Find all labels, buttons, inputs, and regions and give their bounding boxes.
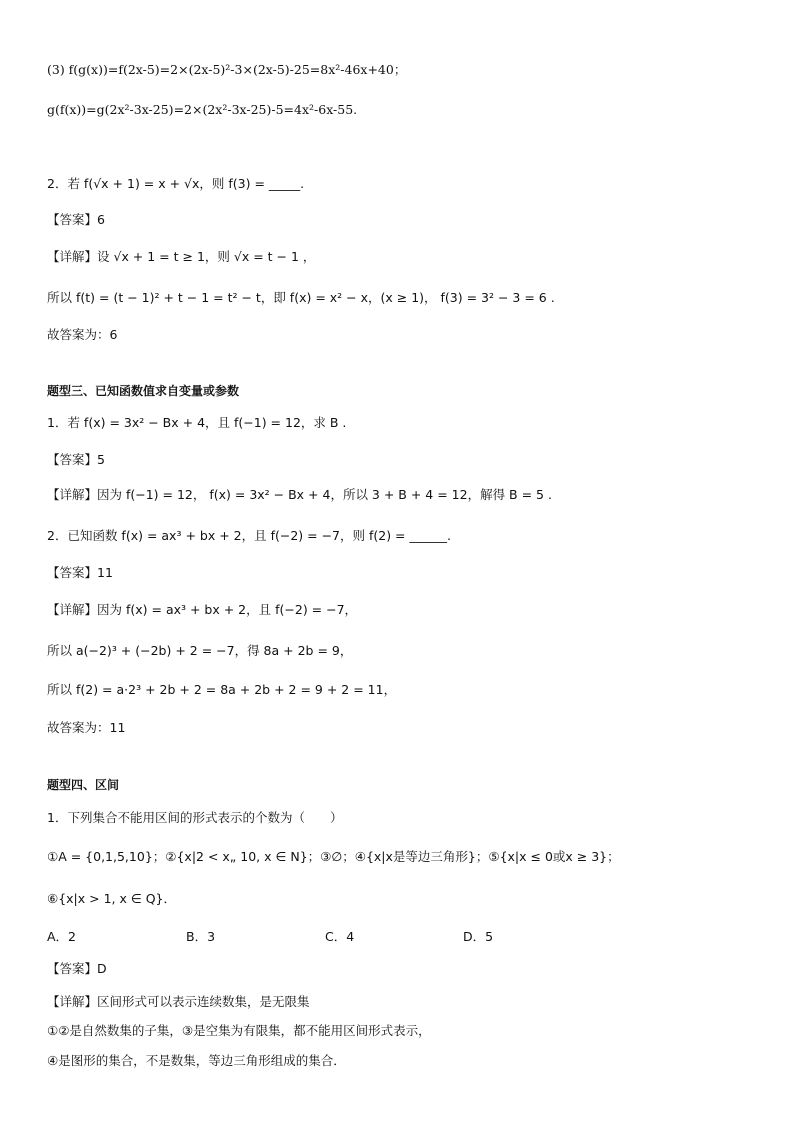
explanation-line: 所以 a(−2)³ + (−2b) + 2 = −7，得 8a + 2b = 9， [47,643,353,658]
answer-label: 【答案】D [47,961,107,976]
solution-line-fg: (3) f(g(x))=f(2x-5)=2×(2x-5)²-3×(2x-5)-25=8x²-46x+40； [47,62,407,77]
explanation-line: 【详解】设 √x + 1 = t ≥ 1，则 √x = t − 1 ， [47,249,316,264]
question-choices-line: ①A = {0,1,5,10}；②{x|2 < x„ 10, x ∈ N}；③∅；④{x|x是等边三角形}；⑤{x|x ≤ 0或x ≥ 3}； [47,849,620,864]
option-b: B．3 [186,929,216,944]
explanation-line: ①②是自然数集的子集，③是空集为有限集，都不能用区间形式表示， [47,1023,431,1038]
solution-line-gf: g(f(x))=g(2x²-3x-25)=2×(2x²-3x-25)-5=4x²-6x-55. [47,102,358,117]
question-2-prompt: 2．若 f(√x + 1) = x + √x，则 f(3) = _____. [47,176,305,191]
option-d: D．5 [463,929,494,944]
section-heading: 题型四、区间 [47,778,120,792]
question-1-prompt: 1．下列集合不能用区间的形式表示的个数为（ ） [47,810,343,825]
answer-label: 【答案】11 [47,565,113,580]
question-choices-line: ⑥{x|x > 1, x ∈ Q}． [47,891,177,906]
explanation-line: 【详解】因为 f(−1) = 12， f(x) = 3x² − Bx + 4，所以 3 + B + 4 = 12，解得 B = 5 . [47,487,552,502]
section-heading: 题型三、已知函数值求自变量或参数 [47,384,240,398]
option-c: C．4 [325,929,355,944]
question-2-prompt: 2．已知函数 f(x) = ax³ + bx + 2，且 f(−2) = −7，则 f(2) = ______. [47,528,451,543]
conclusion-line: 故答案为：11 [47,720,126,735]
explanation-line: 【详解】因为 f(x) = ax³ + bx + 2，且 f(−2) = −7， [47,602,358,617]
answer-label: 【答案】6 [47,212,105,227]
explanation-line: 【详解】区间形式可以表示连续数集，是无限集 [47,994,310,1009]
question-1-prompt: 1．若 f(x) = 3x² − Bx + 4，且 f(−1) = 12，求 B . [47,415,347,430]
explanation-line: 所以 f(2) = a·2³ + 2b + 2 = 8a + 2b + 2 = 9 + 2 = 11， [47,682,397,697]
conclusion-line: 故答案为：6 [47,327,118,342]
explanation-line: 所以 f(t) = (t − 1)² + t − 1 = t² − t，即 f(x) = x² − x，(x ≥ 1)， f(3) = 3² − 3 = 6 . [47,290,555,305]
answer-label: 【答案】5 [47,452,105,467]
option-a: A．2 [47,929,77,944]
explanation-line: ④是图形的集合，不是数集，等边三角形组成的集合． [47,1053,346,1068]
